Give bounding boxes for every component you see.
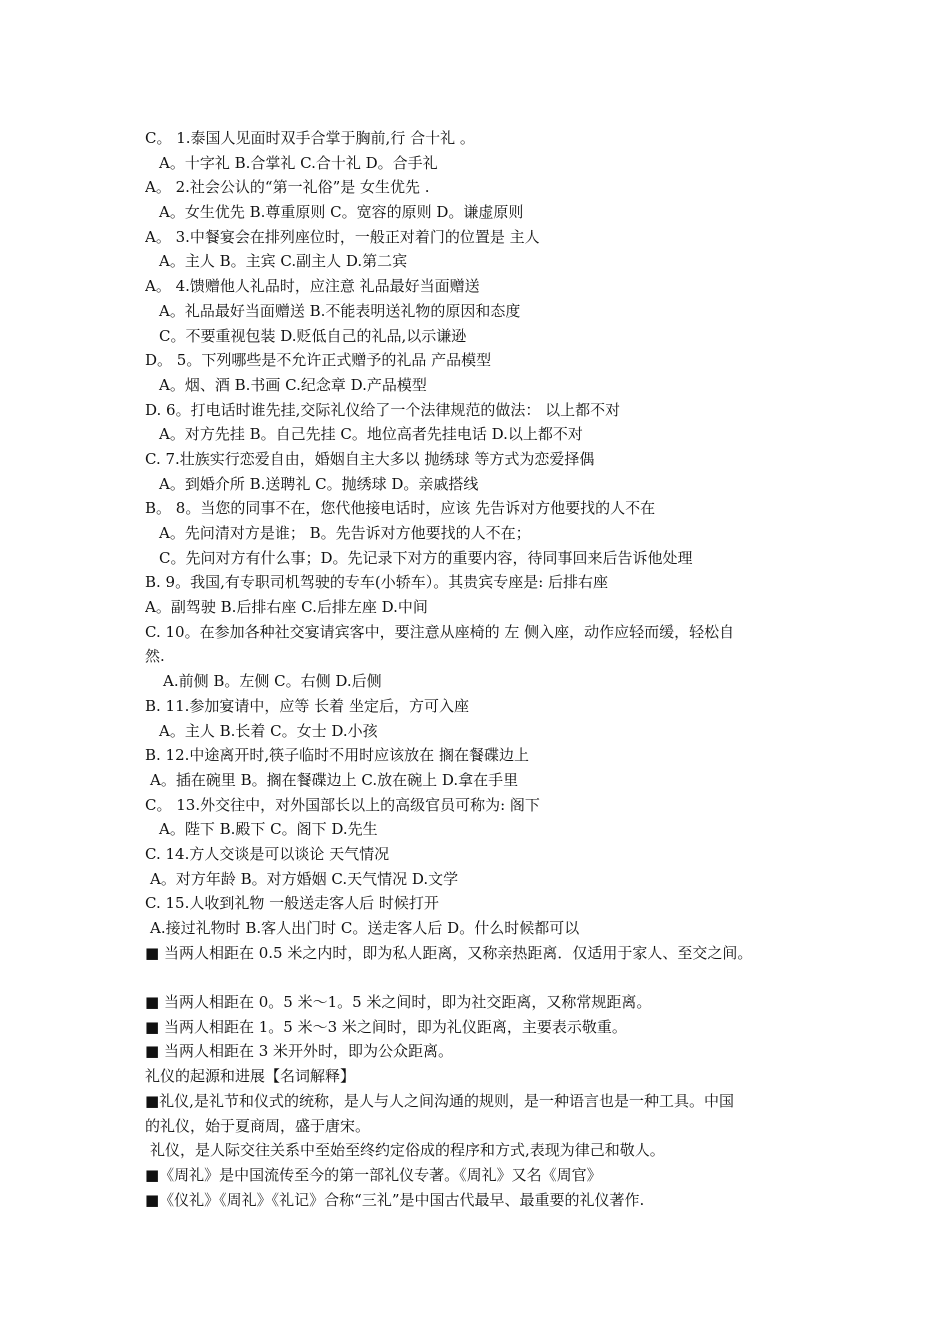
question-6: D. 6。打电话时谁先挂,交际礼仪给了一个法律规范的做法： 以上都不对 bbox=[145, 400, 621, 419]
question-15: C. 15.人收到礼物 一般送走客人后 时候打开 bbox=[145, 894, 439, 913]
definition-paragraph-cont: 的礼仪，始于夏商周，盛于唐宋。 bbox=[145, 1116, 371, 1135]
question-4: A。 4.馈赠他人礼品时，应注意 礼品最好当面赠送 bbox=[145, 277, 480, 296]
question-8: B。 8。当您的同事不在，您代他接电话时，应该 先告诉对方他要找的人不在 bbox=[145, 499, 656, 518]
options-13: A。陛下 B.殿下 C。阁下 D.先生 bbox=[159, 820, 378, 839]
zhouli-note: ■《周礼》是中国流传至今的第一部礼仪专著。《周礼》又名《周官》 bbox=[145, 1165, 602, 1184]
options-10: A.前侧 B。左侧 C。右侧 D.后侧 bbox=[163, 672, 382, 691]
question-10: C. 10。在参加各种社交宴请宾客中，要注意从座椅的 左 侧入座，动作应轻而缓，轻松自 bbox=[145, 622, 735, 641]
options-7: A。到婚介所 B.送聘礼 C。抛绣球 D。亲戚搭线 bbox=[159, 474, 479, 493]
options-2: A。女生优先 B.尊重原则 C。宽容的原则 D。谦虚原则 bbox=[159, 203, 524, 222]
question-13: C。 13.外交往中，对外国部长以上的高级官员可称为: 阁下 bbox=[145, 795, 540, 814]
question-12: B. 12.中途离开时,筷子临时不用时应该放在 搁在餐碟边上 bbox=[145, 746, 529, 765]
options-12: A。插在碗里 B。搁在餐碟边上 C.放在碗上 D.拿在手里 bbox=[150, 770, 519, 789]
options-9: A。副驾驶 B.后排右座 C.后排左座 D.中间 bbox=[145, 598, 428, 617]
options-8a: A。先问清对方是谁； B。先告诉对方他要找的人不在； bbox=[159, 524, 531, 542]
distance-etiquette: ■ 当两人相距在 1。5 米～3 米之间时，即为礼仪距离，主要表示敬重。 bbox=[145, 1017, 627, 1036]
options-8b: C。先问对方有什么事；D。先记录下对方的重要内容，待同事回来后告诉他处理 bbox=[159, 548, 693, 567]
distance-public: ■ 当两人相距在 3 米开外时，即为公众距离。 bbox=[145, 1042, 454, 1061]
question-10-cont: 然. bbox=[145, 647, 165, 666]
options-4a: A。礼品最好当面赠送 B.不能表明送礼物的原因和态度 bbox=[159, 301, 521, 320]
options-6: A。对方先挂 B。自己先挂 C。地位高者先挂电话 D.以上都不对 bbox=[159, 425, 583, 444]
question-14: C. 14.方人交谈是可以谈论 天气情况 bbox=[145, 844, 390, 863]
question-7: C. 7.壮族实行恋爱自由，婚姻自主大多以 抛绣球 等方式为恋爱择偶 bbox=[145, 449, 595, 468]
options-14: A。对方年龄 B。对方婚姻 C.天气情况 D.文学 bbox=[150, 869, 459, 888]
blank-line bbox=[145, 965, 825, 990]
options-15: A.接过礼物时 B.客人出门时 C。送走客人后 D。什么时候都可以 bbox=[150, 919, 580, 937]
options-4b: C。不要重视包装 D.贬低自己的礼品,以示谦逊 bbox=[159, 326, 467, 345]
question-5: D。 5。下列哪些是不允许正式赠予的礼品 产品模型 bbox=[145, 351, 492, 370]
question-11: B. 11.参加宴请中，应等 长着 坐定后，方可入座 bbox=[145, 696, 469, 715]
question-9: B. 9。我国,有专职司机驾驶的专车(小轿车）。其贵宾专座是: 后排右座 bbox=[145, 573, 609, 592]
options-3: A。主人 B。主宾 C.副主人 D.第二宾 bbox=[159, 252, 408, 271]
distance-private: ■ 当两人相距在 0.5 米之内时，即为私人距离，又称亲热距离．仅适用于家人、至交之间。 bbox=[145, 943, 753, 962]
document-body bbox=[145, 126, 825, 1212]
question-3: A。 3.中餐宴会在排列座位时，一般正对着门的位置是 主人 bbox=[145, 227, 540, 246]
question-1: C。 1.泰国人见面时双手合掌于胸前,行 合十礼 。 bbox=[145, 129, 475, 147]
options-11: A。主人 B.长着 C。女士 D.小孩 bbox=[159, 721, 378, 740]
sanli-note: ■《仪礼》《周礼》《礼记》合称“三礼”是中国古代最早、最重要的礼仪著作. bbox=[145, 1190, 645, 1209]
question-2: A。 2.社会公认的“第一礼俗”是 女生优先 . bbox=[145, 178, 430, 197]
distance-social: ■ 当两人相距在 0。5 米～1。5 米之间时，即为社交距离，又称常规距离。 bbox=[145, 993, 652, 1012]
options-1: A。十字礼 B.合掌礼 C.合十礼 D。合手礼 bbox=[159, 153, 438, 172]
definition-paragraph: ■礼仪,是礼节和仪式的统称，是人与人之间沟通的规则，是一种语言也是一种工具。中国 bbox=[145, 1091, 734, 1110]
section-heading: 礼仪的起源和进展【名词解释】 bbox=[145, 1067, 356, 1086]
definition-second: 礼仪，是人际交往关系中至始至终约定俗成的程序和方式,表现为律己和敬人。 bbox=[150, 1141, 665, 1160]
options-5: A。烟、酒 B.书画 C.纪念章 D.产品模型 bbox=[159, 375, 427, 394]
